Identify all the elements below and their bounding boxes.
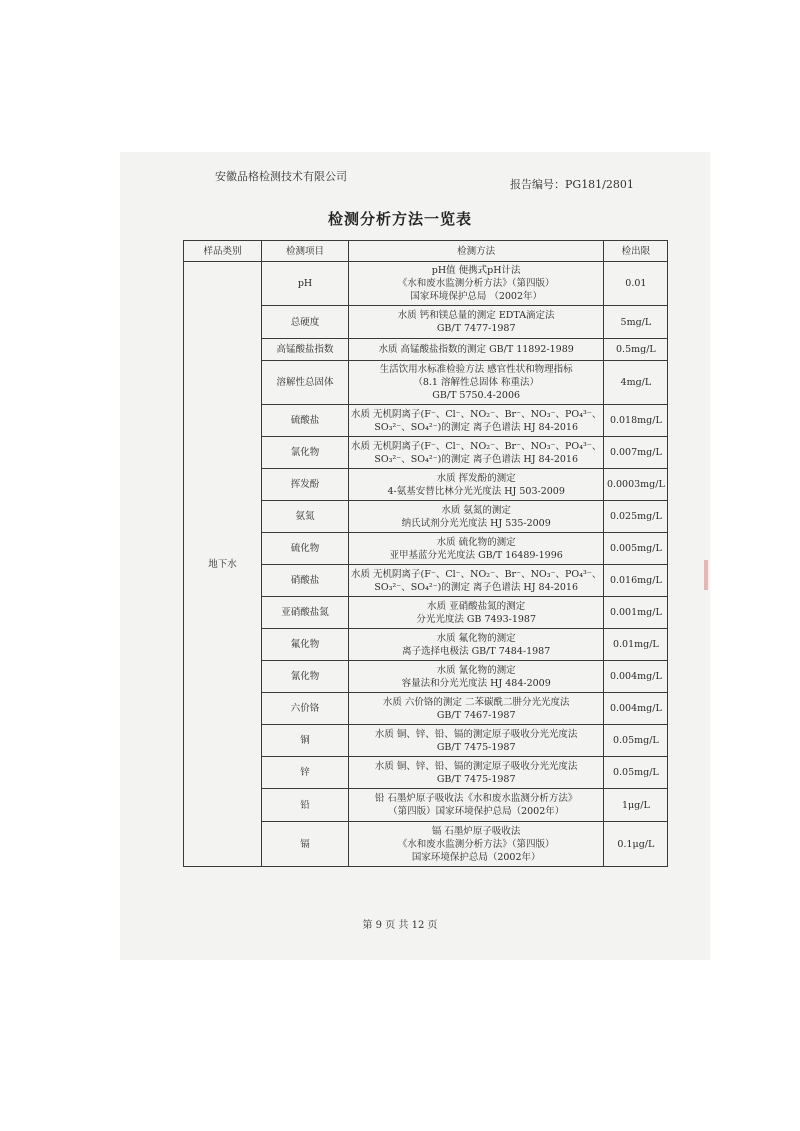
test-item-cell: 高锰酸盐指数 [262, 339, 349, 361]
method-line: 水质 无机阴离子(F⁻、Cl⁻、NO₂⁻、Br⁻、NO₃⁻、PO₄³⁻、 [351, 408, 602, 420]
detection-limit-cell: 0.004mg/L [604, 661, 668, 693]
detection-limit-cell: 5mg/L [604, 306, 668, 339]
test-method-cell [349, 469, 604, 501]
header-test-item: 检测项目 [262, 241, 349, 262]
company-name: 安徽品格检测技术有限公司 [215, 170, 347, 183]
method-line: 水质 硫化物的测定 [436, 536, 516, 548]
scan-artifact [704, 560, 708, 590]
detection-limit-cell: 0.05mg/L [604, 757, 668, 789]
method-line: 离子选择电极法 GB/T 7484-1987 [402, 645, 551, 657]
detection-limit-cell: 0.1μg/L [604, 822, 668, 867]
method-line: GB/T 7475-1987 [436, 773, 516, 785]
method-line: 铅 石墨炉原子吸收法《水和废水监测分析方法》 [374, 793, 578, 804]
page-title: 检测分析方法一览表 [327, 210, 472, 228]
test-method-cell [349, 661, 604, 693]
test-item-cell: 硝酸盐 [262, 565, 349, 597]
detection-limit-cell: 0.001mg/L [604, 597, 668, 629]
method-line: （第四版）国家环境保护总局（2002年） [388, 806, 565, 817]
test-method-cell [349, 789, 604, 822]
test-item-cell: 氯化物 [262, 437, 349, 469]
test-item-cell: 总硬度 [262, 306, 349, 339]
method-line: 水质 铜、锌、铅、镉的测定原子吸收分光光度法 [374, 760, 578, 772]
method-line: 水质 六价铬的测定 二苯碳酰二肼分光光度法 [382, 696, 570, 708]
test-item-cell: 亚硝酸盐氮 [262, 597, 349, 629]
test-item-cell: 硫化物 [262, 533, 349, 565]
method-line: 纳氏试剂分光光度法 HJ 535-2009 [401, 517, 551, 529]
method-line: SO₃²⁻、SO₄²⁻)的测定 离子色谱法 HJ 84-2016 [374, 581, 579, 593]
detection-limit-cell: 0.01mg/L [604, 629, 668, 661]
method-line: 容量法和分光光度法 HJ 484-2009 [401, 677, 551, 689]
method-line: 水质 氨氮的测定 [441, 504, 511, 516]
method-line: GB/T 7467-1987 [436, 709, 516, 721]
page-number: 第 9 页 共 12 页 [362, 920, 438, 931]
test-item-cell: 氨氮 [262, 501, 349, 533]
method-line: GB/T 7477-1987 [436, 323, 516, 334]
test-item-cell: 溶解性总固体 [262, 361, 349, 405]
test-item-cell: 硫酸盐 [262, 405, 349, 437]
test-item-cell: 氟化物 [262, 629, 349, 661]
test-method-cell [349, 306, 604, 339]
sample-category-cell: 地下水 [184, 262, 262, 867]
test-method-cell [349, 361, 604, 405]
test-method-cell [349, 437, 604, 469]
method-line: 《水和废水监测分析方法》（第四版） [397, 838, 555, 850]
header-sample-category: 样品类别 [184, 241, 262, 262]
method-line: pH值 便携式pH计法 [431, 265, 521, 276]
method-line: 镉 石墨炉原子吸收法 [431, 825, 521, 837]
test-item-cell: 铜 [262, 725, 349, 757]
test-method-cell [349, 565, 604, 597]
method-line: GB/T 7475-1987 [436, 741, 516, 753]
detection-limit-cell: 0.025mg/L [604, 501, 668, 533]
test-method-cell [349, 533, 604, 565]
detection-limit-cell: 0.007mg/L [604, 437, 668, 469]
test-item-cell: 镉 [262, 822, 349, 867]
test-item-cell: 六价铬 [262, 693, 349, 725]
detection-limit-cell: 1μg/L [604, 789, 668, 822]
header-test-method: 检测方法 [349, 241, 604, 262]
table-row [184, 262, 668, 306]
detection-limit-cell: 0.0003mg/L [604, 469, 668, 501]
detection-limit-cell: 0.005mg/L [604, 533, 668, 565]
detection-limit-cell: 0.016mg/L [604, 565, 668, 597]
method-line: 水质 无机阴离子(F⁻、Cl⁻、NO₂⁻、Br⁻、NO₃⁻、PO₄³⁻、 [351, 568, 602, 580]
header-detection-limit: 检出限 [604, 241, 668, 262]
test-item-cell: pH [262, 262, 349, 306]
test-method-cell [349, 693, 604, 725]
method-line: 水质 氟化物的测定 [436, 632, 516, 644]
method-line: （8.1 溶解性总固体 称重法） [413, 377, 539, 388]
detection-limit-cell: 0.018mg/L [604, 405, 668, 437]
method-line: 国家环境保护总局（2002年） [411, 851, 541, 863]
test-method-cell [349, 501, 604, 533]
method-line: 水质 无机阴离子(F⁻、Cl⁻、NO₂⁻、Br⁻、NO₃⁻、PO₄³⁻、 [351, 440, 602, 452]
test-item-cell: 铅 [262, 789, 349, 822]
detection-limit-cell: 0.01 [604, 262, 668, 306]
test-method-cell [349, 757, 604, 789]
method-line: 4-氨基安替比林分光光度法 HJ 503-2009 [387, 485, 565, 497]
method-line: 亚甲基蓝分光光度法 GB/T 16489-1996 [389, 549, 563, 561]
method-line: 《水和废水监测分析方法》（第四版） [397, 278, 555, 289]
method-line: 水质 挥发酚的测定 [436, 472, 516, 484]
method-line: 水质 亚硝酸盐氮的测定 [427, 600, 526, 612]
test-method-cell [349, 725, 604, 757]
test-item-cell: 氰化物 [262, 661, 349, 693]
method-line: 水质 铜、锌、铅、镉的测定原子吸收分光光度法 [374, 728, 578, 740]
test-method-cell [349, 597, 604, 629]
test-item-cell: 锌 [262, 757, 349, 789]
method-line: SO₃²⁻、SO₄²⁻)的测定 离子色谱法 HJ 84-2016 [374, 453, 579, 465]
test-method-cell [349, 339, 604, 361]
detection-limit-cell: 0.05mg/L [604, 725, 668, 757]
report-number: 报告编号：PG181/2801 [510, 178, 634, 191]
method-line: GB/T 5750.4-2006 [432, 390, 521, 401]
test-method-cell [349, 822, 604, 867]
test-method-cell [349, 262, 604, 306]
table-header-row [184, 241, 668, 262]
detection-limit-cell: 4mg/L [604, 361, 668, 405]
methods-table [183, 240, 668, 867]
method-line: 分光光度法 GB 7493-1987 [416, 613, 537, 625]
detection-limit-cell: 0.004mg/L [604, 693, 668, 725]
method-line: 国家环境保护总局 （2002年） [410, 291, 543, 302]
method-line: 水质 钙和镁总量的测定 EDTA滴定法 [397, 310, 555, 321]
method-line: SO₃²⁻、SO₄²⁻)的测定 离子色谱法 HJ 84-2016 [374, 421, 579, 433]
test-item-cell: 挥发酚 [262, 469, 349, 501]
test-method-cell [349, 629, 604, 661]
test-method-cell [349, 405, 604, 437]
method-line: 生活饮用水标准检验方法 感官性状和物理指标 [379, 364, 573, 375]
detection-limit-cell: 0.5mg/L [604, 339, 668, 361]
method-line: 水质 高锰酸盐指数的测定 GB/T 11892-1989 [378, 344, 574, 355]
method-line: 水质 氰化物的测定 [436, 664, 516, 676]
